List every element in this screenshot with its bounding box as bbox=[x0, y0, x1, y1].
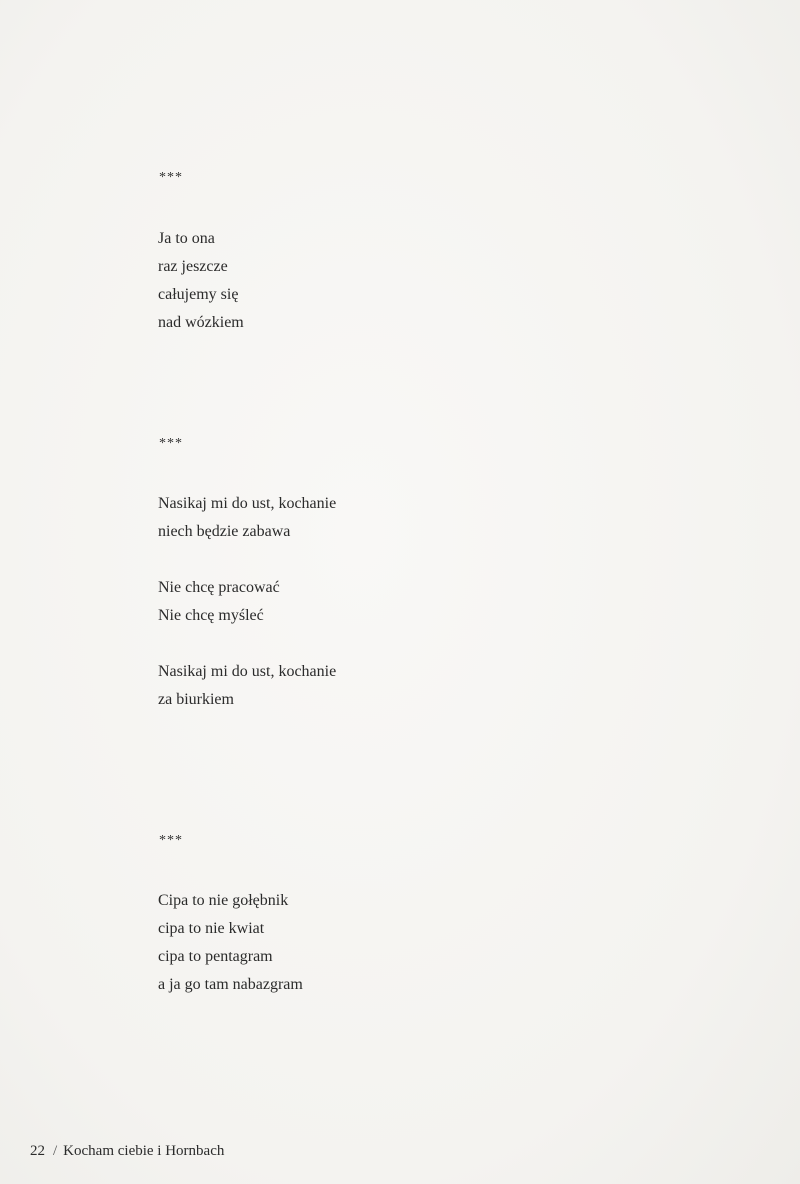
poem-line: Nie chcę pracować bbox=[158, 579, 280, 596]
poem-line: całujemy się bbox=[158, 286, 239, 303]
stanza-gap bbox=[158, 546, 336, 574]
poem-line: niech będzie zabawa bbox=[158, 523, 291, 540]
poem-line: Nie chcę myśleć bbox=[158, 607, 264, 624]
footer-separator: / bbox=[53, 1143, 58, 1159]
stanza-gap bbox=[158, 630, 336, 658]
poem-1 bbox=[158, 225, 244, 337]
poem-line: Nasikaj mi do ust, kochanie bbox=[158, 663, 337, 680]
poem-line: nad wózkiem bbox=[158, 314, 244, 331]
stanza-marker: *** bbox=[159, 436, 183, 451]
poem-line: cipa to nie kwiat bbox=[158, 920, 265, 937]
stanza-marker: *** bbox=[159, 833, 183, 848]
poem-line: raz jeszcze bbox=[158, 258, 228, 275]
poem-line: Cipa to nie gołębnik bbox=[158, 892, 289, 909]
poem-line: a ja go tam nabazgram bbox=[158, 976, 303, 993]
page-footer bbox=[30, 1143, 224, 1160]
poem-2 bbox=[158, 490, 336, 714]
poem-line: Nasikaj mi do ust, kochanie bbox=[158, 495, 337, 512]
page-number: 22 bbox=[30, 1143, 45, 1159]
poem-line: Ja to ona bbox=[158, 230, 215, 247]
poem-3 bbox=[158, 887, 303, 999]
stanza-marker: *** bbox=[159, 170, 183, 185]
poem-line: za biurkiem bbox=[158, 691, 234, 708]
poem-line: cipa to pentagram bbox=[158, 948, 273, 965]
book-title: Kocham ciebie i Hornbach bbox=[63, 1143, 225, 1159]
